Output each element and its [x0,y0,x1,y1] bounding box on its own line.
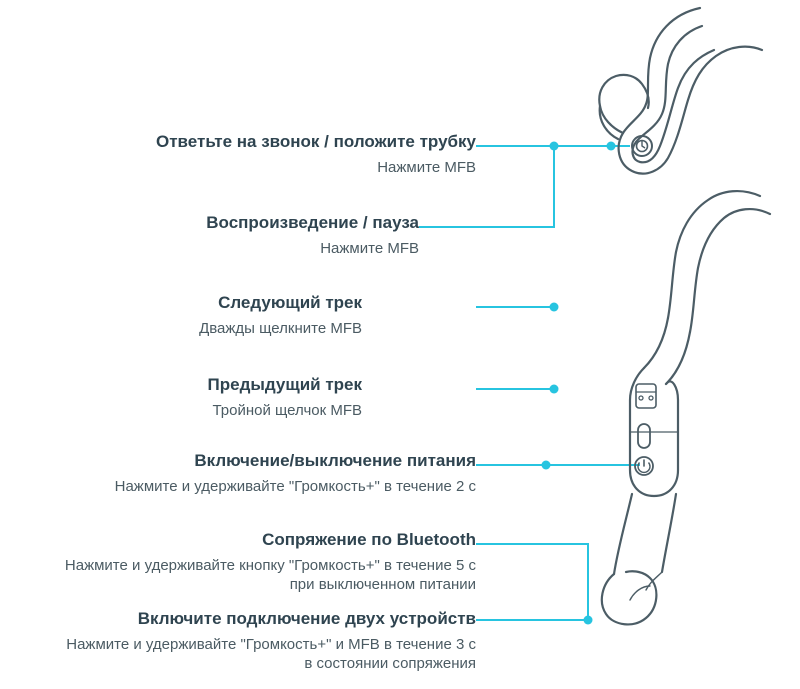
leader-line-nodes [542,142,616,625]
node-3 [550,303,559,312]
callout-desc: Нажмите MFB [320,239,419,257]
callout-title: Включите подключение двух устройств [137,609,476,628]
callout-power-on-off [0,450,476,496]
mfb-button-upper [632,136,652,156]
callout-title: Ответьте на звонок / положите трубку [155,132,476,151]
callout-desc: Нажмите и удерживайте кнопку "Громкость+" в течение 5 с при выключенном питании [64,556,476,593]
control-module-details [635,384,656,475]
callout-play-pause [206,212,419,258]
headphone-lower [602,191,770,624]
leader-line-6 [476,544,588,620]
callout-title: Воспроизведение / пауза [206,213,419,232]
node-1 [550,142,559,151]
callout-desc: Дважды щелкните MFB [199,319,362,337]
callout-title: Предыдущий трек [207,375,362,394]
callout-title: Включение/выключение питания [194,451,476,470]
callout-title: Следующий трек [218,293,362,312]
callout-bluetooth-pairing [56,529,476,594]
callout-answer-end-call [156,131,476,177]
node-7 [584,616,593,625]
headphone-upper [599,8,762,174]
node-5 [542,461,551,470]
callout-title: Сопряжение по Bluetooth [262,530,476,549]
callout-desc: Нажмите и удерживайте "Громкость+" в течение 2 с [114,477,476,495]
callout-desc: Тройной щелчок MFB [212,401,362,419]
callout-next-track [199,292,362,338]
callout-desc: Нажмите и удерживайте "Громкость+" и MFB в течение 3 с в состоянии сопряжения [66,635,476,672]
node-earpiece [607,142,616,151]
callout-previous-track [208,374,362,420]
callout-desc: Нажмите MFB [377,158,476,176]
node-4 [550,385,559,394]
callout-connect-two-devices [56,608,476,673]
